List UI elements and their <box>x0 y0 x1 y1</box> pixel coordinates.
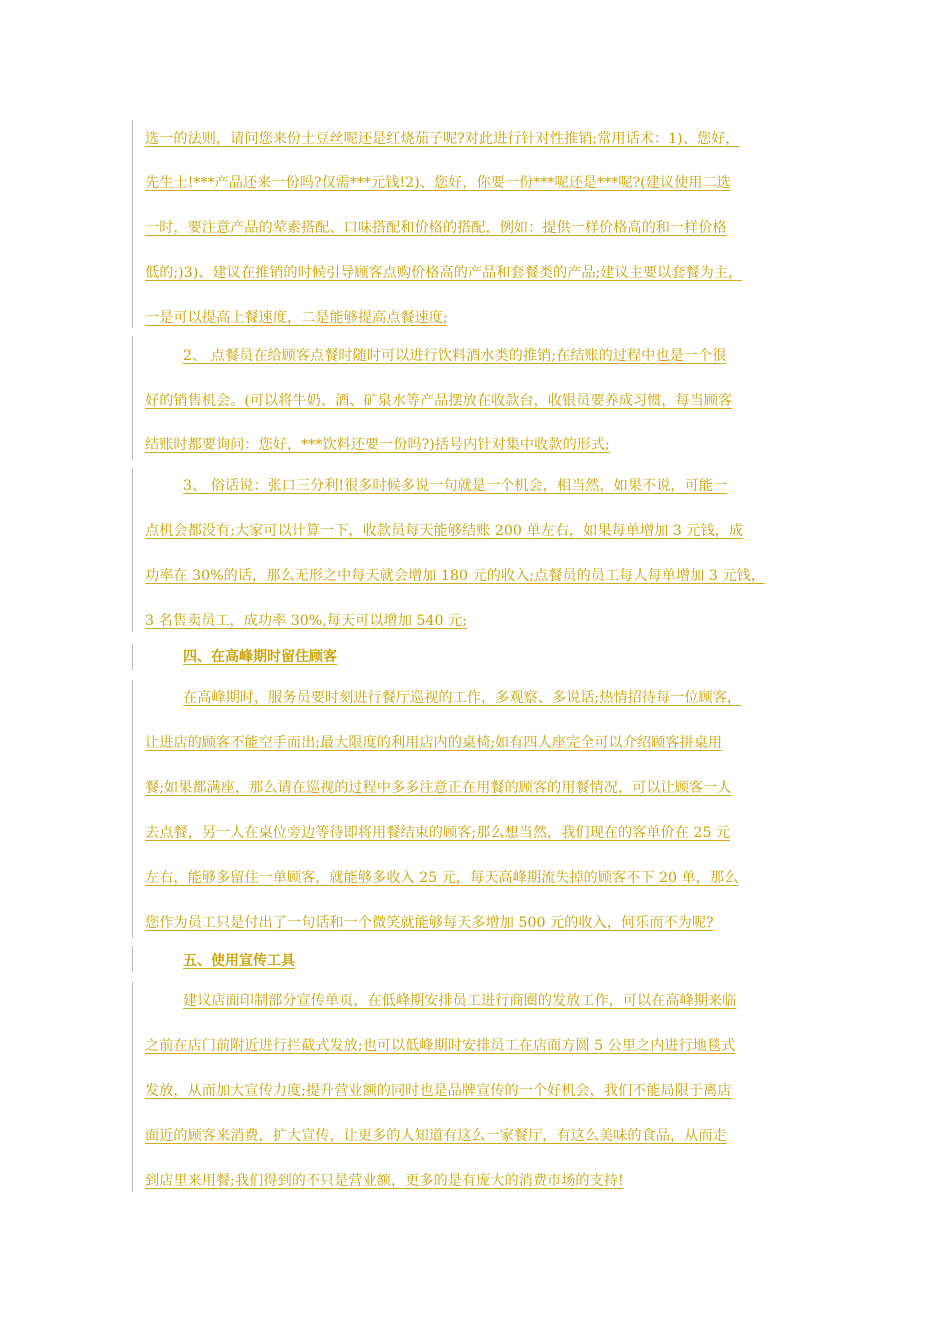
text-line: 点机会都没有;大家可以计算一下，收款员每天能够结账 200 单左右，如果每单增加 3 元钱，成 <box>145 523 744 539</box>
text-line: 建议店面印制部分宣传单页，在低峰期安排员工进行商圈的发放工作，可以在高峰期来临 <box>183 993 737 1009</box>
text-line: 发放，从而加大宣传力度;提升营业额的同时也是品牌宣传的一个好机会，我们不能局限于离店 <box>145 1083 732 1099</box>
paragraph-block-3 <box>132 468 823 632</box>
text-line: 您作为员工只是付出了一句话和一个微笑就能够每天多增加 500 元的收入，何乐而不为呢? <box>145 915 714 931</box>
paragraph-block-5 <box>132 982 823 1192</box>
section-heading: 五、使用宣传工具 <box>183 953 295 969</box>
text-line: 好的销售机会。(可以将牛奶、酒、矿泉水等产品摆放在收款台，收银员要养成习惯，每当顾客 <box>145 393 733 409</box>
text-line: 一时，要注意产品的荤素搭配、口味搭配和价格的搭配，例如：提供一样价格高的和一样价格 <box>145 220 727 236</box>
text-line: 先生士!***产品还来一份吗?仅需***元钱!2)、您好，你要一份***呢还是***呢?(建议使用二选 <box>145 175 731 191</box>
text-line: 面近的顾客来消费，扩大宣传，让更多的人知道有这么一家餐厅，有这么美味的食品，从而走 <box>145 1128 727 1144</box>
heading-block-5 <box>132 946 823 972</box>
text-line: 到店里来用餐;我们得到的不只是营业额，更多的是有庞大的消费市场的支持! <box>145 1173 624 1189</box>
paragraph-block-1 <box>132 120 823 328</box>
text-line: 之前在店门前附近进行拦截式发放;也可以低峰期时安排员工在店面方圆 5 公里之内进行地毯式 <box>145 1038 736 1054</box>
text-line: 让进店的顾客不能空手而出;最大限度的利用店内的桌椅;如有四人座完全可以介绍顾客拼桌用 <box>145 735 723 751</box>
text-line: 结账时都要询问：您好，***饮料还要一份吗?)括号内针对集中收款的形式; <box>145 437 610 453</box>
text-line: 一是可以提高上餐速度，二是能够提高点餐速度; <box>145 310 448 326</box>
text-line: 在高峰期时，服务员要时刻进行餐厅巡视的工作，多观察、多说话;热情招待每一位顾客， <box>183 690 742 706</box>
text-line: 餐;如果都满座，那么请在巡视的过程中多多注意正在用餐的顾客的用餐情况，可以让顾客一人 <box>145 780 732 796</box>
text-line: 功率在 30%的话，那么无形之中每天就会增加 180 元的收入;点餐员的员工每人每单增加 3 元钱， <box>145 568 765 584</box>
text-line: 低的;)3)、建议在推销的时候引导顾客点购价格高的产品和套餐类的产品;建议主要以套餐为主， <box>145 265 743 281</box>
text-line: 3 名售卖员工，成功率 30%,每天可以增加 540 元; <box>145 613 467 629</box>
heading-block-4 <box>132 644 823 670</box>
text-line: 去点餐，另一人在桌位旁边等待即将用餐结束的顾客;那么想当然，我们现在的客单价在 25 元 <box>145 825 731 841</box>
paragraph-block-4 <box>132 680 823 938</box>
text-line: 2、 点餐员在给顾客点餐时随时可以进行饮料酒水类的推销;在结账的过程中也是一个很 <box>183 348 727 364</box>
paragraph-block-2 <box>132 336 823 460</box>
text-line: 左右，能够多留住一单顾客，就能够多收入 25 元，每天高峰期流失掉的顾客不下 20 单，那么 <box>145 870 739 886</box>
text-line: 3、 俗话说：张口三分利!很多时候多说一句就是一个机会，相当然，如果不说，可能一 <box>183 478 728 494</box>
text-line: 选一的法则，请问您来份土豆丝呢还是红烧茄子呢?对此进行针对性推销;常用话术：1)、您好， <box>145 131 740 147</box>
section-heading: 四、在高峰期时留住顾客 <box>183 649 337 665</box>
